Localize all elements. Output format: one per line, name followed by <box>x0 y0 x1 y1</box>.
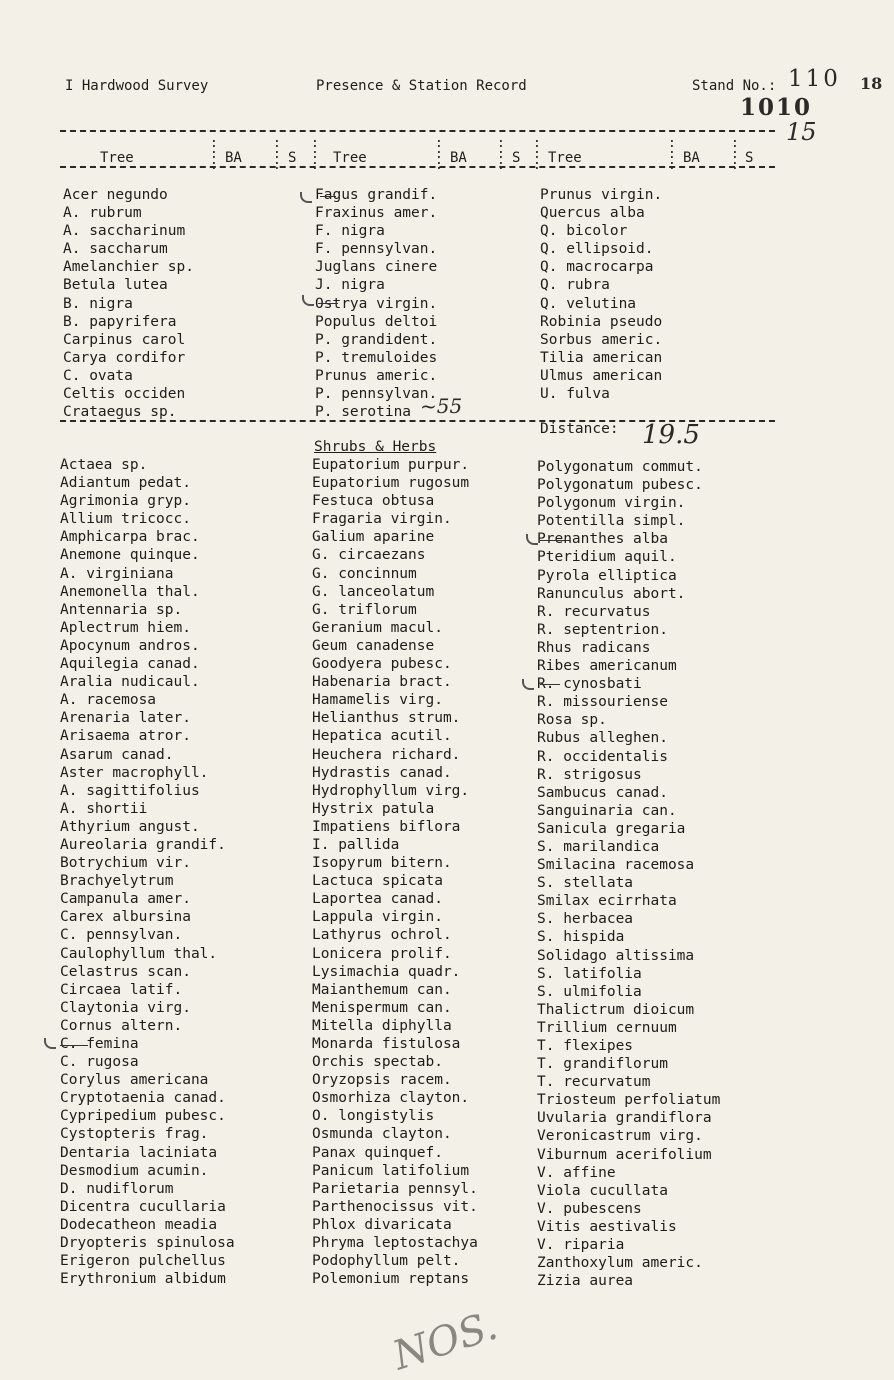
species-entry: B. nigra <box>63 295 133 312</box>
species-entry: Apocynum andros. <box>60 637 200 654</box>
species-entry: Trillium cernuum <box>537 1019 677 1036</box>
species-entry: O. longistylis <box>312 1108 435 1125</box>
stamped-stand-number: 1010 <box>740 94 813 121</box>
species-entry: Robinia pseudo <box>540 313 663 330</box>
species-entry: Erythronium albidum <box>60 1271 226 1288</box>
species-entry: C. ovata <box>63 367 133 384</box>
column-divider: : : : <box>668 136 676 173</box>
species-entry: S. marilandica <box>537 838 660 855</box>
species-entry: Viola cucullata <box>537 1182 668 1199</box>
species-entry: C. femina <box>60 1036 139 1052</box>
species-entry: Lactuca spicata <box>312 873 443 890</box>
species-entry: Sorbus americ. <box>540 331 663 348</box>
species-entry: Acer negundo <box>63 187 168 203</box>
species-entry: F. pennsylvan. <box>315 241 438 258</box>
column-divider: : : : <box>533 136 541 173</box>
species-entry: Juglans cinere <box>315 259 438 276</box>
species-entry: A. saccharinum <box>63 223 186 240</box>
species-entry: Isopyrum bitern. <box>312 855 452 872</box>
handwritten-corner-mark: 18 <box>860 74 883 93</box>
species-entry: R. occidentalis <box>537 748 668 765</box>
species-entry: Veronicastrum virg. <box>537 1128 703 1145</box>
survey-title: I Hardwood Survey <box>65 78 209 94</box>
species-entry: Sanguinaria can. <box>537 802 677 819</box>
species-entry: Phryma leptostachya <box>312 1235 478 1252</box>
species-entry: Hepatica acutil. <box>312 728 452 745</box>
species-entry: Aralia nudicaul. <box>60 674 200 691</box>
species-entry: R. missouriense <box>537 694 668 711</box>
species-entry: S. latifolia <box>537 965 642 982</box>
species-entry: P. grandident. <box>315 331 438 348</box>
species-entry: T. recurvatum <box>537 1074 651 1091</box>
species-entry: Panicum latifolium <box>312 1162 470 1179</box>
handwritten-serotina-note: ~55 <box>420 394 463 418</box>
species-entry: Cystopteris frag. <box>60 1126 209 1143</box>
species-entry: A. shortii <box>60 800 148 817</box>
species-entry: Zizia aurea <box>537 1273 634 1290</box>
species-entry: Actaea sp. <box>60 457 148 473</box>
species-entry: Rosa sp. <box>537 712 607 729</box>
species-entry: Solidago altissima <box>537 947 695 964</box>
species-entry: Fraxinus amer. <box>315 205 438 222</box>
species-entry: Prenanthes alba <box>537 531 668 548</box>
shrubs-herbs-heading: Shrubs & Herbs <box>314 439 437 455</box>
species-entry: Heuchera richard. <box>312 746 461 763</box>
species-entry: Fragaria virgin. <box>312 511 452 528</box>
species-entry: Lysimachia quadr. <box>312 963 461 980</box>
strike-line <box>318 303 338 304</box>
species-entry: Monarda fistulosa <box>312 1036 461 1052</box>
species-entry: Galium aparine <box>312 529 435 546</box>
column-divider: : : : <box>731 136 739 173</box>
species-entry: Lonicera prolif. <box>312 945 452 962</box>
handwritten-bottom-note: NOS. <box>387 1302 503 1380</box>
species-entry: Aquilegia canad. <box>60 656 200 673</box>
species-entry: Brachyelytrum <box>60 873 174 890</box>
species-entry: Mitella diphylla <box>312 1017 452 1034</box>
species-entry: Prunus americ. <box>315 367 438 384</box>
species-entry: Cornus altern. <box>60 1017 183 1034</box>
species-entry: Lathyrus ochrol. <box>312 927 452 944</box>
species-entry: Zanthoxylum americ. <box>537 1255 703 1272</box>
col-header-ba-2: BA <box>450 150 467 166</box>
species-entry: Celtis occiden <box>63 386 186 403</box>
species-entry: Dodecatheon meadia <box>60 1216 218 1233</box>
species-entry: D. nudiflorum <box>60 1180 174 1197</box>
species-entry: Amelanchier sp. <box>63 259 194 276</box>
species-entry: Anemonella thal. <box>60 583 200 600</box>
check-mark <box>522 679 534 690</box>
species-entry: Ostrya virgin. <box>315 295 438 312</box>
species-entry: Potentilla simpl. <box>537 513 686 530</box>
col-header-tree-3: Tree <box>548 150 582 166</box>
species-entry: A. saccharum <box>63 241 168 258</box>
species-entry: Osmorhiza clayton. <box>312 1090 470 1107</box>
species-entry: Festuca obtusa <box>312 493 435 510</box>
species-entry: Ranunculus abort. <box>537 585 686 602</box>
species-entry: Crataegus sp. <box>63 404 177 421</box>
species-entry: Ribes americanum <box>537 658 677 675</box>
check-mark <box>44 1038 56 1049</box>
species-entry: S. ulmifolia <box>537 983 642 1000</box>
dashed-rule-header <box>60 166 775 168</box>
species-entry: C. pennsylvan. <box>60 927 183 944</box>
species-entry: Hamamelis virg. <box>312 692 443 709</box>
species-entry: Asarum canad. <box>60 746 174 763</box>
species-entry: Corylus americana <box>60 1072 209 1089</box>
species-entry: Quercus alba <box>540 205 645 222</box>
col-header-tree-1: Tree <box>100 150 134 166</box>
column-divider: : : : <box>273 136 281 173</box>
species-entry: R. strigosus <box>537 766 642 783</box>
stand-label: Stand No.: <box>692 78 777 94</box>
record-title: Presence & Station Record <box>316 78 527 94</box>
column-divider: : : : <box>497 136 505 173</box>
species-entry: R. cynosbati <box>537 676 642 693</box>
check-mark <box>302 295 314 306</box>
species-entry: V. affine <box>537 1164 616 1181</box>
species-entry: Smilax ecirrhata <box>537 893 677 910</box>
species-entry: Pyrola elliptica <box>537 567 677 584</box>
species-entry: Rhus radicans <box>537 639 651 656</box>
column-divider: : : : <box>435 136 443 173</box>
species-entry: Polemonium reptans <box>312 1271 470 1288</box>
species-entry: Polygonatum pubesc. <box>537 477 703 494</box>
species-entry: P. pennsylvan. <box>315 386 438 403</box>
species-entry: Celastrus scan. <box>60 963 191 980</box>
handwritten-stand-number: 110 <box>788 66 841 92</box>
species-entry: A. racemosa <box>60 692 157 709</box>
herb-list-col-2 <box>312 456 478 1288</box>
species-entry: Geranium macul. <box>312 619 443 636</box>
species-entry: Dentaria laciniata <box>60 1144 218 1161</box>
col-header-tree-2: Tree <box>333 150 367 166</box>
tree-list-col-1 <box>63 186 194 421</box>
species-entry: Pteridium aquil. <box>537 549 677 566</box>
species-entry: Carex albursina <box>60 909 191 926</box>
species-entry: Dicentra cucullaria <box>60 1198 226 1215</box>
strike-line <box>60 1045 88 1046</box>
species-entry: G. circaezans <box>312 547 426 564</box>
species-entry: Polygonum virgin. <box>537 495 686 512</box>
species-entry: Lappula virgin. <box>312 909 443 926</box>
species-entry: Fagus grandif. <box>315 187 438 203</box>
species-entry: Panax quinquef. <box>312 1144 443 1161</box>
species-entry: T. grandiflorum <box>537 1056 668 1073</box>
distance-label: Distance: <box>540 421 619 437</box>
species-entry: Parietaria pennsyl. <box>312 1180 478 1197</box>
species-entry: Q. bicolor <box>540 223 628 240</box>
species-entry: Q. macrocarpa <box>540 259 654 276</box>
species-entry: Impatiens biflora <box>312 818 461 835</box>
species-entry: Polygonatum commut. <box>537 459 703 475</box>
species-entry: Circaea latif. <box>60 981 183 998</box>
herb-list-col-1 <box>60 456 235 1288</box>
species-entry: A. sagittifolius <box>60 782 200 799</box>
species-entry: G. lanceolatum <box>312 583 435 600</box>
tree-list-col-3 <box>540 186 662 403</box>
species-entry: Amphicarpa brac. <box>60 529 200 546</box>
species-entry: Populus deltoi <box>315 313 438 330</box>
species-entry: Agrimonia gryp. <box>60 493 191 510</box>
species-entry: Arisaema atror. <box>60 728 191 745</box>
species-entry: Betula lutea <box>63 277 168 294</box>
species-entry: Smilacina racemosa <box>537 857 695 874</box>
species-entry: Aureolaria grandif. <box>60 836 226 853</box>
col-header-s-2: S <box>512 150 521 166</box>
species-entry: S. herbacea <box>537 911 634 928</box>
species-entry: B. papyrifera <box>63 313 177 330</box>
species-entry: S. hispida <box>537 929 625 946</box>
species-entry: Oryzopsis racem. <box>312 1072 452 1089</box>
strike-line <box>320 196 336 197</box>
species-entry: I. pallida <box>312 836 400 853</box>
species-entry: Goodyera pubesc. <box>312 656 452 673</box>
species-entry: Botrychium vir. <box>60 855 191 872</box>
species-entry: Uvularia grandiflora <box>537 1110 712 1127</box>
check-mark <box>300 192 312 203</box>
species-entry: Geum canadense <box>312 637 435 654</box>
species-entry: Menispermum can. <box>312 999 452 1016</box>
species-entry: Carya cordifor <box>63 349 186 366</box>
column-divider: : : : <box>311 136 319 173</box>
species-entry: Aplectrum hiem. <box>60 619 191 636</box>
species-entry: Tilia american <box>540 349 663 366</box>
species-entry: Athyrium angust. <box>60 818 200 835</box>
species-entry: Antennaria sp. <box>60 601 183 618</box>
species-entry: Hydrastis canad. <box>312 764 452 781</box>
species-entry: R. septentrion. <box>537 621 668 638</box>
species-entry: Caulophyllum thal. <box>60 945 218 962</box>
species-entry: Rubus alleghen. <box>537 730 668 747</box>
species-entry: Cryptotaenia canad. <box>60 1090 226 1107</box>
species-entry: Podophyllum pelt. <box>312 1253 461 1270</box>
species-entry: Viburnum acerifolium <box>537 1146 712 1163</box>
species-entry: Thalictrum dioicum <box>537 1001 695 1018</box>
species-entry: Claytonia virg. <box>60 999 191 1016</box>
species-entry: Helianthus strum. <box>312 710 461 727</box>
species-entry: Q. velutina <box>540 295 637 312</box>
species-entry: Parthenocissus vit. <box>312 1198 478 1215</box>
species-entry: Hystrix patula <box>312 800 435 817</box>
species-entry: Maianthemum can. <box>312 981 452 998</box>
species-entry: Allium tricocc. <box>60 511 191 528</box>
species-entry: Campanula amer. <box>60 891 191 908</box>
col-header-ba-1: BA <box>225 150 242 166</box>
species-entry: J. nigra <box>315 277 385 294</box>
species-entry: Triosteum perfoliatum <box>537 1092 721 1109</box>
species-entry: Prunus virgin. <box>540 187 663 203</box>
species-entry: C. rugosa <box>60 1054 139 1071</box>
strike-line <box>540 540 570 541</box>
species-entry: P. tremuloides <box>315 349 438 366</box>
species-entry: Q. ellipsoid. <box>540 241 654 258</box>
column-divider: : : : <box>210 136 218 173</box>
herb-list-col-3 <box>537 458 720 1290</box>
col-header-s-1: S <box>288 150 297 166</box>
species-entry: Vitis aestivalis <box>537 1218 677 1235</box>
species-entry: Orchis spectab. <box>312 1054 443 1071</box>
species-entry: Eupatorium rugosum <box>312 475 470 492</box>
species-entry: Erigeron pulchellus <box>60 1253 226 1270</box>
species-entry: T. flexipes <box>537 1038 634 1054</box>
species-entry: A. virginiana <box>60 565 174 582</box>
species-entry: G. triflorum <box>312 601 417 618</box>
species-entry: P. serotina <box>315 404 412 421</box>
species-entry: G. concinnum <box>312 565 417 582</box>
species-entry: Aster macrophyll. <box>60 764 209 781</box>
handwritten-distance: 19.5 <box>642 420 700 450</box>
species-entry: Cypripedium pubesc. <box>60 1108 226 1125</box>
species-entry: Phlox divaricata <box>312 1216 452 1233</box>
species-entry: Ulmus american <box>540 367 663 384</box>
species-entry: R. recurvatus <box>537 603 651 620</box>
species-entry: Anemone quinque. <box>60 547 200 564</box>
species-entry: V. pubescens <box>537 1200 642 1217</box>
species-entry: Sanicula gregaria <box>537 820 686 837</box>
species-entry: Arenaria later. <box>60 710 191 727</box>
species-entry: F. nigra <box>315 223 385 240</box>
species-entry: Adiantum pedat. <box>60 475 191 492</box>
species-entry: Hydrophyllum virg. <box>312 782 470 799</box>
strike-line <box>540 684 560 685</box>
handwritten-annotation-15: 15 <box>786 118 817 146</box>
species-entry: Q. rubra <box>540 277 610 294</box>
species-entry: Osmunda clayton. <box>312 1126 452 1143</box>
species-entry: Sambucus canad. <box>537 784 668 801</box>
species-entry: V. riparia <box>537 1237 625 1254</box>
species-entry: S. stellata <box>537 875 634 892</box>
species-entry: Desmodium acumin. <box>60 1162 209 1179</box>
check-mark <box>526 534 538 545</box>
species-entry: Dryopteris spinulosa <box>60 1235 235 1252</box>
col-header-s-3: S <box>745 150 754 166</box>
col-header-ba-3: BA <box>683 150 700 166</box>
species-entry: Eupatorium purpur. <box>312 457 470 473</box>
species-entry: A. rubrum <box>63 205 142 222</box>
species-entry: Carpinus carol <box>63 331 186 348</box>
dashed-rule-top <box>60 130 775 132</box>
species-entry: Habenaria bract. <box>312 674 452 691</box>
species-entry: U. fulva <box>540 386 610 403</box>
species-entry: Laportea canad. <box>312 891 443 908</box>
